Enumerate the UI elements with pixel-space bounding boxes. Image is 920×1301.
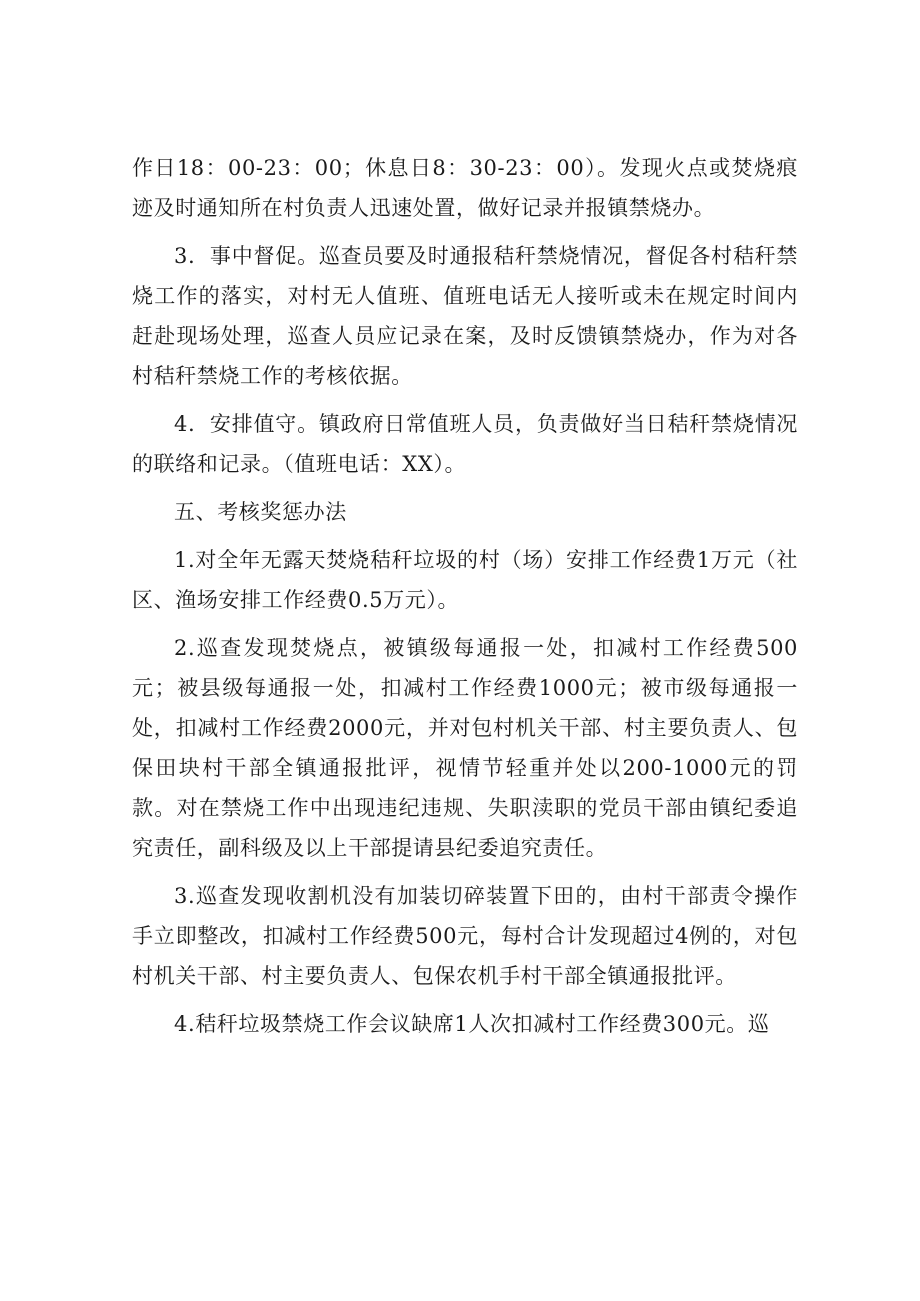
paragraph-penalty-3: 3.巡查发现收割机没有加装切碎装置下田的，由村干部责令操作手立即整改，扣减村工作经费500元，每村合计发现超过4例的，对包村机关干部、村主要负责人、包保农机手村干部全镇通报批评。 (132, 884, 798, 988)
document-body (132, 148, 798, 1052)
paragraph-penalty-4: 4.秸秆垃圾禁烧工作会议缺席1人次扣减村工作经费300元。巡 (174, 1012, 770, 1036)
paragraph-item-4-duty: 4．安排值守。镇政府日常值班人员，负责做好当日秸秆禁烧情况的联络和记录。（值班电话：XX）。 (132, 412, 798, 476)
section-heading-5: 五、考核奖惩办法 (174, 500, 347, 524)
paragraph-continuation: 作日18：00-23：00；休息日8：30-23：00）。发现火点或焚烧痕迹及时通知所在村负责人迅速处置，做好记录并报镇禁烧办。 (132, 156, 798, 220)
paragraph-item-3-supervision: 3．事中督促。巡查员要及时通报秸秆禁烧情况，督促各村秸秆禁烧工作的落实，对村无人值班、值班电话无人接听或未在规定时间内赶赴现场处理，巡查人员应记录在案，及时反馈镇禁烧办，作为对各村秸秆禁烧工作的考核依据。 (132, 244, 798, 388)
paragraph-penalty-2: 2.巡查发现焚烧点，被镇级每通报一处，扣减村工作经费500元；被县级每通报一处，扣减村工作经费1000元；被市级每通报一处，扣减村工作经费2000元，并对包村机关干部、村主要负责人、包保田块村干部全镇通报批评，视情节轻重并处以200-1000元的罚款。对在禁烧工作中出现违纪违规、失职渎职的党员干部由镇纪委追究责任，副科级及以上干部提请县纪委追究责任。 (132, 636, 798, 860)
paragraph-reward-1: 1.对全年无露天焚烧秸秆垃圾的村（场）安排工作经费1万元（社区、渔场安排工作经费0.5万元）。 (132, 548, 798, 612)
